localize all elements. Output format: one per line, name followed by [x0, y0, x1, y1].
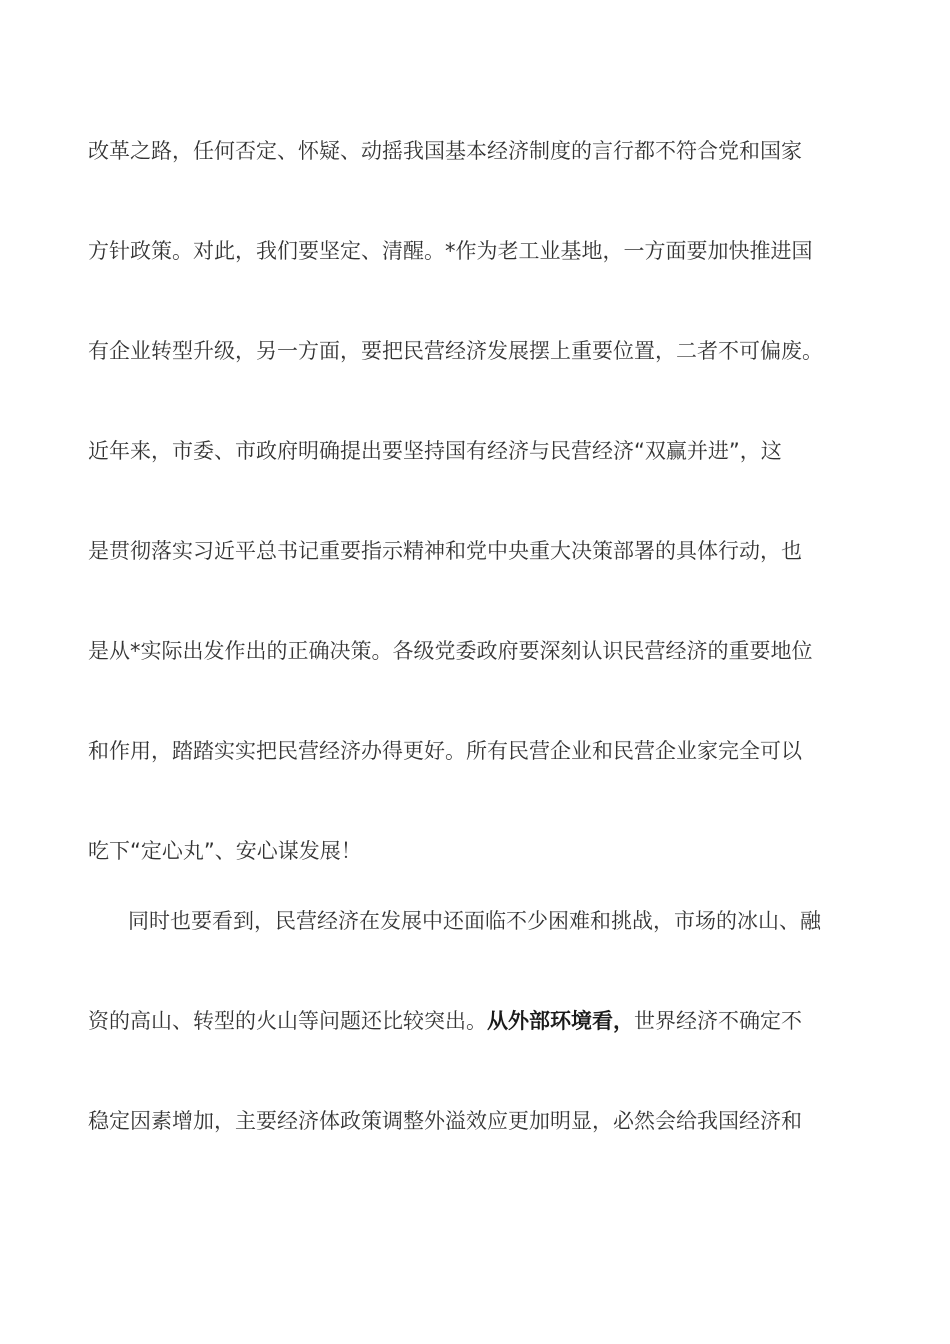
- text-line-1: 改革之路，任何否定、怀疑、动摇我国基本经济制度的言行都不符合党和国家: [88, 139, 802, 163]
- text-line-10: [88, 1006, 868, 1036]
- text-line-4: 近年来，市委、市政府明确提出要坚持国有经济与民营经济“双赢并进”，这: [88, 439, 782, 463]
- text-line-2: 方针政策。对此，我们要坚定、清醒。*作为老工业基地，一方面要加快推进国: [88, 239, 813, 263]
- bold-phrase-external-environment: 从外部环境看，: [487, 1009, 634, 1033]
- text-line-5: 是贯彻落实习近平总书记重要指示精神和党中央重大决策部署的具体行动，也: [88, 539, 802, 563]
- text-line-7: 和作用，踏踏实实把民营经济办得更好。所有民营企业和民营企业家完全可以: [88, 739, 802, 763]
- text-line-8: 吃下“定心丸”、安心谋发展！: [88, 839, 362, 863]
- text-line-10-before: 资的高山、转型的火山等问题还比较突出。: [88, 1009, 487, 1033]
- text-line-3: 有企业转型升级，另一方面，要把民营经济发展摆上重要位置，二者不可偏废。: [88, 339, 823, 363]
- text-line-9-paragraph-start: 同时也要看到，民营经济在发展中还面临不少困难和挑战，市场的冰山、融: [128, 909, 821, 933]
- text-line-10-after: 世界经济不确定不: [634, 1009, 802, 1033]
- text-line-6: 是从*实际出发作出的正确决策。各级党委政府要深刻认识民营经济的重要地位: [88, 639, 813, 663]
- text-line-11: 稳定因素增加，主要经济体政策调整外溢效应更加明显，必然会给我国经济和: [88, 1109, 802, 1133]
